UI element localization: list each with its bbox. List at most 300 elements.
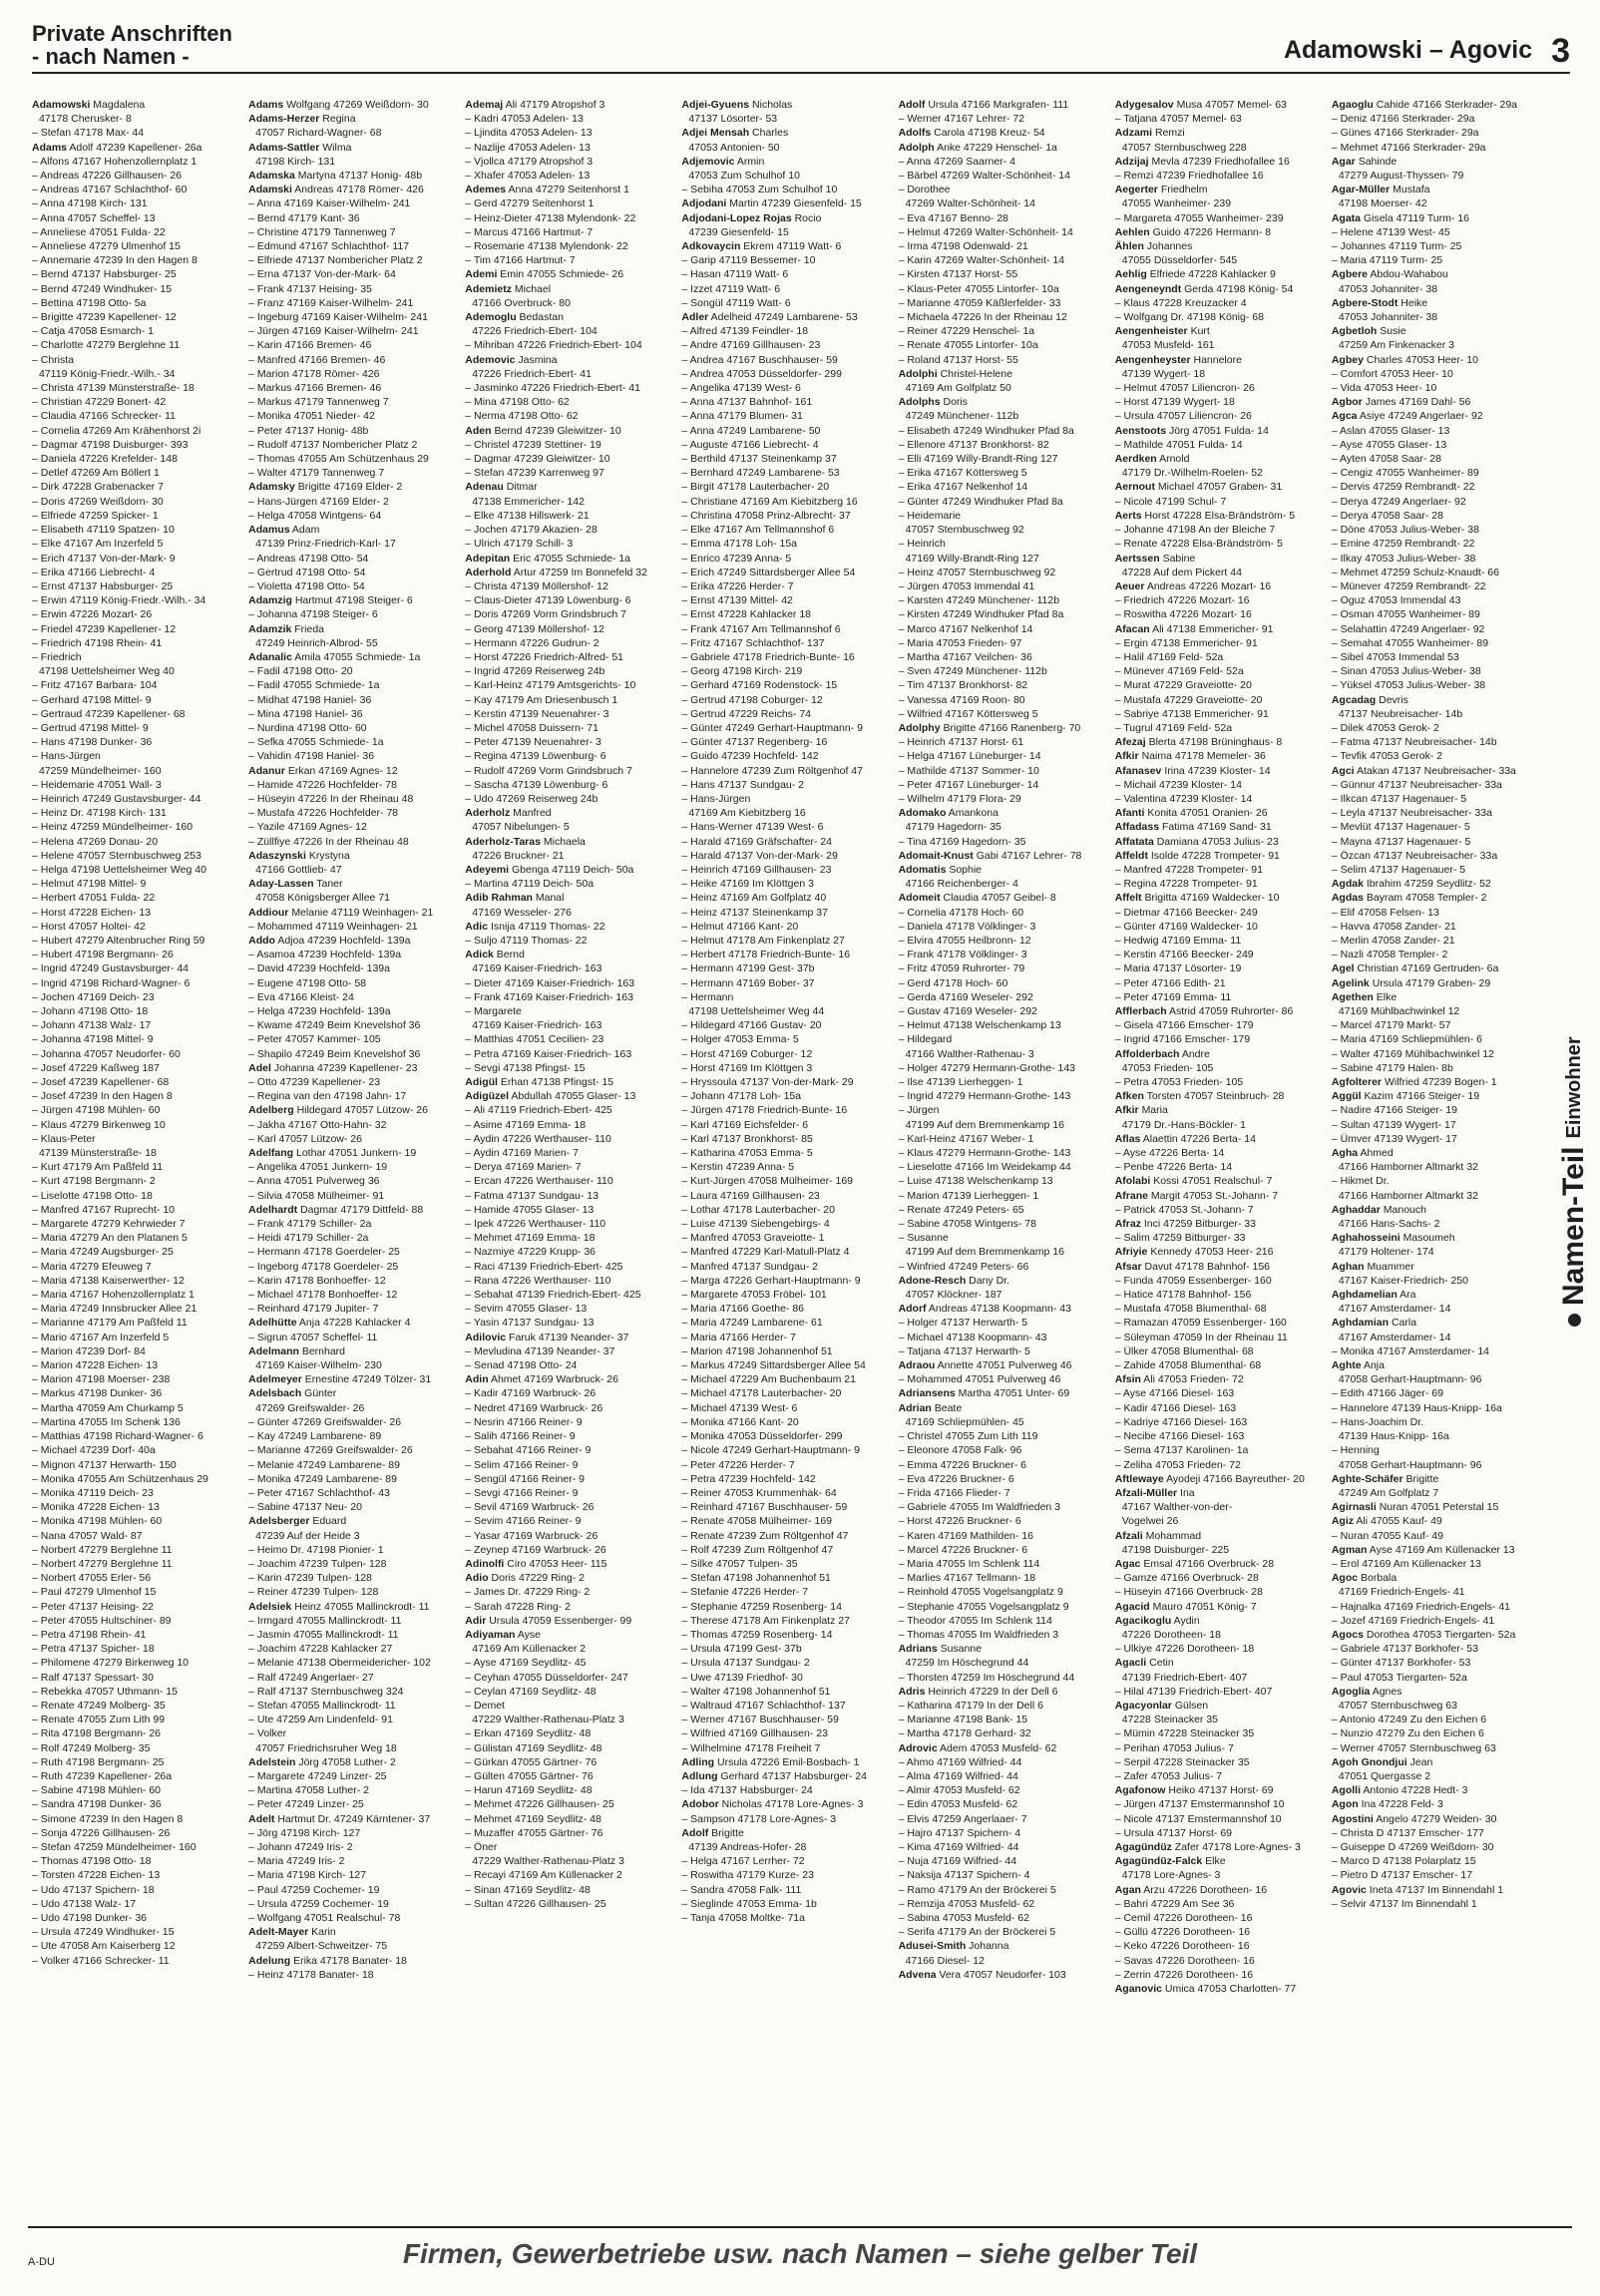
entry-detail: – Ilse 47139 Lierheggen- 1 [898,1076,1023,1089]
entry-detail: – Heinrich [898,538,946,551]
entry-surname: Afrane [1114,1189,1148,1202]
directory-column [32,98,240,2222]
entry-surname: Agca [1331,410,1358,423]
directory-entry [1115,778,1324,792]
entry-detail: – Therese 47178 Am Finkenplatz 27 [681,1614,850,1627]
directory-entry [681,1245,890,1259]
directory-entry [1332,1061,1540,1075]
directory-entry [465,721,673,735]
directory-entry [1332,1769,1540,1783]
entry-surname: Aftlewaye [1114,1472,1164,1485]
entry-detail: – Karl 47169 Eichsfelder- 6 [681,1118,809,1131]
directory-entry [1332,225,1540,239]
directory-entry [899,778,1107,792]
entry-surname: Agbetloh [1331,325,1378,338]
entry-detail: – Cengiz 47055 Wanheimer- 89 [1331,467,1479,480]
entry-detail: – Elvira 47055 Heilbronn- 12 [898,934,1031,947]
entry-detail: – Sandra 47058 Falk- 111 [681,1883,802,1896]
entry-detail: – Heinz-Dieter 47138 Mylendonk- 22 [465,211,636,224]
entry-detail: – Penbe 47226 Berta- 14 [1114,1161,1233,1174]
entry-surname: Agacikoglu [1114,1614,1172,1627]
directory-entry [899,1288,1107,1302]
directory-entry [465,1344,673,1358]
directory-entry [465,196,673,210]
entry-detail: – Marianne 47179 Am Paßfeld 11 [32,1317,188,1330]
directory-entry [1332,112,1540,126]
directory-entry [465,1018,673,1032]
entry-surname: Adelhardt [248,1203,298,1216]
entry-detail: – Thorsten 47259 Im Höschegrund 44 [898,1671,1075,1684]
entry-detail: – Paul 47259 Cochemer- 19 [248,1883,380,1896]
entry-detail: – Zerrin 47226 Dorotheen- 16 [1114,1968,1254,1981]
entry-surname: Adrians [898,1643,938,1656]
entry-detail: – Kay 47179 Am Driesenbusch 1 [465,693,618,706]
entry-detail: – Martha 47178 Gerhard- 32 [898,1727,1031,1740]
entry-detail: Melanie 47119 Weinhagen- 21 [291,906,434,919]
entry-surname: Adaszynski [248,849,306,862]
directory-entry [465,1358,673,1372]
entry-surname: Adkovaycin [681,240,741,253]
entry-detail: – Monika 47249 Lambarene- 89 [248,1472,397,1485]
entry-detail: – Mignon 47137 Herwarth- 150 [32,1458,177,1471]
entry-detail: 47058 Gerhart-Hauptmann- 96 [1338,1373,1482,1386]
directory-entry [248,466,457,480]
entry-detail: – Paul 47279 Ulmenhof 15 [32,1586,157,1599]
directory-entry [1115,310,1324,324]
directory-entry [32,537,240,551]
directory-entry [681,934,890,948]
directory-entry [465,622,673,636]
entry-detail: – Edmund 47167 Schlachthof- 117 [248,240,410,253]
entry-detail: 47169 Kaiser-Friedrich- 163 [472,1019,602,1032]
entry-detail: – Marga 47226 Gerhart-Hauptmann- 9 [681,1274,861,1287]
directory-entry [681,906,890,920]
entry-detail: Amankona [948,807,999,820]
entry-detail: – Hannelore 47139 Haus-Knipp- 16a [1331,1401,1502,1414]
directory-entry [1115,509,1324,523]
entry-detail: Wilma [322,141,352,154]
entry-detail: – Kirsten 47249 Windhuker Pfad 8a [898,608,1064,621]
entry-detail: – Monika 47167 Amsterdamer- 14 [1331,1344,1490,1357]
entry-detail: – Elke 47167 Am Tellmannshof 6 [681,524,835,537]
entry-detail: Adelheid 47249 Lambarene- 53 [710,311,858,324]
entry-detail: – Udo 47137 Spichern- 18 [32,1883,155,1896]
entry-detail: – Anna 47179 Blumen- 31 [681,410,803,423]
entry-detail: – Almir 47053 Musfeld- 62 [898,1784,1020,1797]
entry-detail: – Wilhelm 47179 Flora- 29 [898,792,1021,805]
directory-entry [32,438,240,452]
entry-detail: – Heidi 47179 Schiller- 2a [248,1232,369,1245]
entry-surname: Adigüzel [465,1090,510,1103]
entry-detail: – Stefan 47178 Max- 44 [32,127,145,140]
directory-entry [248,1797,457,1811]
directory-entry [899,466,1107,480]
entry-detail: – Ceyhan 47055 Düsseldorfer- 247 [465,1671,628,1684]
entry-detail: – Garip 47119 Bessemer- 10 [681,254,816,267]
entry-detail: – Naksija 47137 Spichern- 4 [898,1869,1030,1882]
entry-detail: – Ralf 47249 Angerlaer- 27 [248,1671,374,1684]
entry-detail: Naima 47178 Memeler- 36 [1141,750,1266,763]
directory-entry [681,1302,890,1316]
entry-detail: – Luise 47138 Welschenkamp 13 [898,1175,1053,1188]
directory-entry [1115,1840,1324,1854]
entry-detail: Davut 47178 Bahnhof- 156 [1144,1260,1270,1273]
directory-entry [899,622,1107,636]
directory-entry [681,1897,890,1911]
entry-detail: Doris 47229 Ring- 2 [491,1572,585,1585]
entry-detail: – Zeliha 47053 Frieden- 72 [1114,1458,1241,1471]
entry-detail: – Eugene 47198 Otto- 58 [248,976,367,989]
entry-detail: – Klaus-Peter 47055 Lintorfer- 10a [898,282,1059,295]
entry-detail: – Johanna 47057 Neudorfer- 60 [32,1047,181,1060]
entry-detail: – Hans 47137 Sundgau- 2 [681,778,805,791]
entry-detail: – Melanie 47249 Lambarene- 89 [248,1458,400,1471]
entry-detail: – Kerstin 47139 Neuenahrer- 3 [465,707,609,720]
directory-entry [681,1585,890,1599]
directory-entry [248,948,457,961]
directory-entry [32,707,240,721]
directory-entry [248,1217,457,1231]
entry-detail: Nicholas 47178 Lore-Agnes- 3 [721,1798,864,1811]
directory-entry [248,1755,457,1769]
directory-entry [465,664,673,678]
entry-detail: – Reinhard 47167 Buschhauser- 59 [681,1501,848,1514]
entry-detail: – Hamide 47055 Glaser- 13 [465,1203,595,1216]
entry-detail: – Hedwig 47169 Emma- 11 [1114,934,1242,947]
entry-detail: – Peter 47139 Neuenahrer- 3 [465,736,601,749]
directory-entry [899,1189,1107,1203]
directory-entry [1332,1472,1540,1486]
entry-detail: 47226 Dorotheen- 18 [1121,1628,1221,1641]
directory-entry [681,452,890,466]
directory-entry [1115,1331,1324,1344]
directory-entry [681,1769,890,1783]
directory-entry [465,1302,673,1316]
directory-entry [899,1401,1107,1415]
directory-entry [681,920,890,934]
entry-detail: – Rolf 47249 Molberg- 35 [32,1741,151,1754]
directory-entry [248,1571,457,1585]
directory-entry [681,1075,890,1089]
entry-detail: – Vjollca 47179 Atropshof 3 [465,155,594,168]
entry-detail: Adjoa 47239 Hochfeld- 139a [277,934,411,947]
directory-entry [465,552,673,566]
entry-detail: Anja [1363,1359,1385,1372]
directory-entry [32,1132,240,1146]
entry-detail: – Tina 47169 Hagedorn- 35 [898,835,1026,848]
entry-detail: Wolfgang 47269 Weißdorn- 30 [286,99,429,111]
directory-entry [32,183,240,196]
directory-entry [465,735,673,749]
entry-detail: – Heidemarie 47051 Wall- 3 [32,778,162,791]
entry-surname: Afken [1114,1090,1144,1103]
directory-entry [681,1500,890,1514]
directory-entry [32,424,240,438]
directory-entry [681,1883,890,1897]
entry-detail: – Bärbel 47269 Walter-Schönheit- 14 [898,170,1070,183]
directory-entry [1115,282,1324,296]
entry-surname: Agolli [1331,1784,1362,1797]
directory-entry [465,1245,673,1259]
directory-entry [1332,1486,1540,1500]
directory-entry [32,1401,240,1415]
entry-detail: – Sampson 47178 Lore-Agnes- 3 [681,1812,837,1825]
entry-detail: – Horst 47139 Wygert- 18 [1114,396,1235,409]
directory-entry [681,806,890,820]
directory-entry [248,438,457,452]
directory-entry [1115,225,1324,239]
directory-entry [681,990,890,1004]
directory-entry [32,1344,240,1358]
entry-detail: – Michael 47178 Lauterbacher- 20 [681,1387,842,1400]
entry-surname: Adelung [248,1954,291,1967]
directory-entry [465,891,673,905]
entry-detail: – Thomas 47055 Am Schützenhaus 29 [248,453,429,466]
entry-detail: 47198 Uettelsheimer Weg 44 [688,1005,825,1017]
entry-detail: Magdalena [93,99,146,111]
entry-detail: Hildegard 47057 Lützow- 26 [296,1104,428,1117]
entry-detail: – Münever 47259 Rembrandt- 22 [1331,579,1486,592]
entry-detail: – Claudia 47166 Schrecker- 11 [32,410,176,423]
entry-detail: Susie [1380,325,1406,338]
entry-detail: 47259 Im Höschegrund 44 [905,1657,1029,1670]
directory-entry [681,537,890,551]
entry-detail: – Karin 47166 Bremen- 46 [248,339,372,352]
directory-entry [681,764,890,778]
directory-entry [248,1741,457,1755]
entry-detail: – Selvir 47137 Im Binnendahl 1 [1331,1897,1477,1910]
directory-entry [1332,1260,1540,1274]
entry-detail: 47228 Steinacker 35 [1121,1714,1219,1726]
directory-entry [681,1699,890,1713]
entry-detail: Asiye 47249 Angerlaer- 92 [1359,410,1483,423]
directory-entry [681,169,890,183]
directory-entry [248,267,457,281]
directory-entry [248,920,457,934]
directory-entry [1332,353,1540,367]
entry-detail: – Petra 47239 Hochfeld- 142 [681,1472,816,1485]
entry-detail: Karin [311,1926,336,1939]
entry-detail: – Dietmar 47166 Beecker- 249 [1114,906,1258,919]
entry-detail: – Kurt-Jürgen 47058 Mülheimer- 169 [681,1175,854,1188]
entry-detail: – Nerma 47198 Otto- 62 [465,410,579,423]
entry-detail: – Markus 47249 Sittardsberger Allee 54 [681,1359,866,1372]
directory-entry [681,1217,890,1231]
entry-detail: – Wolfgang 47051 Realschul- 78 [248,1912,401,1924]
entry-detail: 47057 Nibelungen- 5 [472,821,570,834]
directory-entry [899,1004,1107,1018]
entry-detail: 47239 Auf der Heide 3 [255,1529,360,1542]
entry-detail: 47137 Neubreisacher- 14b [1338,707,1463,720]
entry-detail: – Elfriede 47137 Nombericher Platz 2 [248,254,423,267]
directory-entry [681,1103,890,1117]
directory-entry [681,282,890,296]
directory-entry [32,1486,240,1500]
entry-detail: – Horst 47228 Eichen- 13 [32,906,152,919]
directory-entry [899,721,1107,735]
entry-detail: Hartmut Dr. 47249 Kärntener- 37 [277,1812,431,1825]
directory-entry [899,1500,1107,1514]
entry-detail: – Petra 47198 Rhein- 41 [32,1628,147,1641]
directory-entry [899,1783,1107,1797]
entry-detail: Irina 47239 Kloster- 14 [1164,764,1271,777]
directory-entry [32,1726,240,1740]
entry-detail: 47167 Kaiser-Friedrich- 250 [1338,1274,1468,1287]
entry-surname: Ählen [1114,240,1144,253]
entry-surname: Adrian [898,1401,932,1414]
entry-surname: Adling [681,1755,715,1768]
directory-entry [1115,934,1324,948]
directory-entry [1115,1274,1324,1288]
entry-detail: – Mathilde 47137 Sommer- 10 [898,764,1039,777]
entry-detail: Amila 47055 Schmiede- 1a [294,650,421,663]
directory-entry [32,353,240,367]
directory-entry [248,509,457,523]
directory-entry [32,976,240,990]
directory-entry [248,1939,457,1953]
entry-detail: – Monika 47198 Mühlen- 60 [32,1515,163,1528]
entry-detail: 47249 Heinrich-Albrod- 55 [255,636,378,649]
entry-detail: Bayram 47058 Templer- 2 [1366,892,1487,905]
entry-surname: Adams [248,99,284,111]
entry-surname: Agoh Gnondjui [1331,1755,1407,1768]
entry-detail: – Johannes 47119 Turm- 25 [1331,240,1462,253]
entry-detail: – Luise 47139 Siebengebirgs- 4 [681,1218,830,1231]
entry-detail: Damiana 47053 Julius- 23 [1156,835,1279,848]
entry-surname: Afraz [1114,1218,1141,1231]
entry-surname: Adolph [898,141,935,154]
directory-entry [1115,678,1324,692]
entry-detail: – Anna 47269 Saarner- 4 [898,155,1015,168]
entry-detail: Dany Dr. [969,1274,1010,1287]
entry-detail: – Mehmet 47169 Seydlitz- 48 [465,1812,601,1825]
directory-entry [248,196,457,210]
directory-entry [1115,1925,1324,1939]
directory-entry [1332,395,1540,409]
directory-entry [1332,466,1540,480]
directory-entry [32,1797,240,1811]
entry-detail: 47169 Schliepmühlen- 45 [905,1415,1024,1428]
directory-entry [899,126,1107,140]
entry-detail: – Doris 47269 Weißdorn- 30 [32,495,164,508]
directory-entry [1115,1812,1324,1826]
entry-detail: – Kima 47169 Wilfried- 44 [898,1840,1019,1853]
entry-detail: – Ipek 47226 Werthauser- 110 [465,1218,606,1231]
entry-detail: – Izzet 47119 Watt- 6 [681,282,781,295]
entry-surname: Adanur [248,764,285,777]
entry-detail: – Johanna 47198 Mittel- 9 [32,1033,154,1046]
entry-surname: Adomait-Knust [898,849,974,862]
directory-entry [1332,622,1540,636]
entry-detail: Johanna [969,1940,1009,1953]
directory-entry [248,749,457,763]
directory-entry [1332,1429,1540,1443]
entry-detail: – Marco D 47138 Polarplatz 15 [1331,1855,1476,1868]
directory-entry [248,1543,457,1557]
directory-entry [1332,1386,1540,1400]
directory-entry [248,664,457,678]
directory-entry [32,1812,240,1826]
entry-detail: Zafer 47178 Lore-Agnes- 3 [1174,1840,1301,1853]
entry-detail: – Maria 47198 Kirch- 127 [248,1869,367,1882]
directory-entry [248,480,457,494]
directory-entry [899,764,1107,778]
directory-entry [1332,495,1540,509]
directory-entry [465,141,673,155]
directory-entry [248,934,457,948]
directory-entry [465,225,673,239]
directory-entry [248,1288,457,1302]
entry-surname: Aghdamelian [1331,1289,1398,1302]
directory-entry [1115,196,1324,210]
entry-detail: – Kadri 47053 Adelen- 13 [465,113,584,126]
entry-detail: Kazim 47166 Steiger- 19 [1364,1090,1480,1103]
entry-surname: Aerts [1114,509,1142,522]
directory-entry [899,267,1107,281]
directory-entry [1332,1755,1540,1769]
entry-detail: Brigitte 47166 Ranenberg- 70 [943,721,1081,734]
directory-entry [1115,1529,1324,1543]
directory-entry [465,1472,673,1486]
entry-detail: 47053 Johanniter- 38 [1338,311,1438,324]
directory-entry [32,155,240,169]
directory-entry [681,155,890,169]
directory-entry [1332,196,1540,210]
entry-detail: – Ruth 47198 Bergmann- 25 [32,1755,165,1768]
entry-detail: – Michail 47239 Kloster- 14 [1114,778,1242,791]
directory-entry [465,1642,673,1656]
entry-detail: – Melanie 47138 Obermeidericher- 102 [248,1657,431,1670]
entry-detail: – Günter 47137 Regenberg- 16 [681,736,828,749]
entry-detail: – Margarete 47279 Kehrwieder 7 [32,1218,186,1231]
entry-detail: Michael 47057 Graben- 31 [1157,481,1283,494]
directory-entry [1332,579,1540,593]
entry-detail: – Reiner 47229 Henschel- 1a [898,325,1035,338]
entry-detail: – Bernd 47137 Habsburger- 25 [32,268,177,281]
entry-detail: – Hans-Jürgen [32,750,101,763]
directory-entry [32,1741,240,1755]
entry-detail: – Marlies 47167 Tellmann- 18 [898,1572,1036,1585]
directory-entry [248,1260,457,1274]
directory-entry [1332,1075,1540,1089]
entry-detail: – Sefka 47055 Schmiede- 1a [248,736,384,749]
directory-entry [32,1331,240,1344]
entry-detail: Christian 47169 Gertruden- 6a [1357,962,1499,975]
entry-detail: – Aydin 47169 Marien- 7 [465,1147,579,1160]
entry-detail: Ahmed [1360,1147,1394,1160]
entry-detail: – Hikmet Dr. [1331,1175,1390,1188]
entry-detail: – Aslan 47055 Glaser- 13 [1331,424,1450,437]
directory-entry [465,1004,673,1018]
entry-detail: – Dieter 47169 Kaiser-Friedrich- 163 [465,976,635,989]
entry-detail: – Helmut 47198 Mittel- 9 [32,878,147,891]
entry-detail: – Renate 47055 Lintorfer- 10a [898,339,1038,352]
directory-entry [1115,650,1324,664]
entry-surname: Agoglia [1331,1685,1371,1698]
directory-entry [899,1344,1107,1358]
entry-detail: – Andreas 47226 Gillhausen- 26 [32,170,183,183]
directory-entry [1115,1160,1324,1174]
entry-detail: 47053 Zum Schulhof 10 [688,170,800,183]
directory-entry [1332,155,1540,169]
entry-detail: Günter [304,1387,337,1400]
entry-detail: 47198 Moerser- 42 [1338,197,1427,210]
directory-entry [32,735,240,749]
entry-detail: – Fadil 47198 Otto- 20 [248,665,353,678]
entry-detail: – Asamoa 47239 Hochfeld- 139a [248,949,402,961]
directory-entry [465,948,673,961]
entry-detail: – Andrea 47167 Buschhauser- 59 [681,353,838,366]
